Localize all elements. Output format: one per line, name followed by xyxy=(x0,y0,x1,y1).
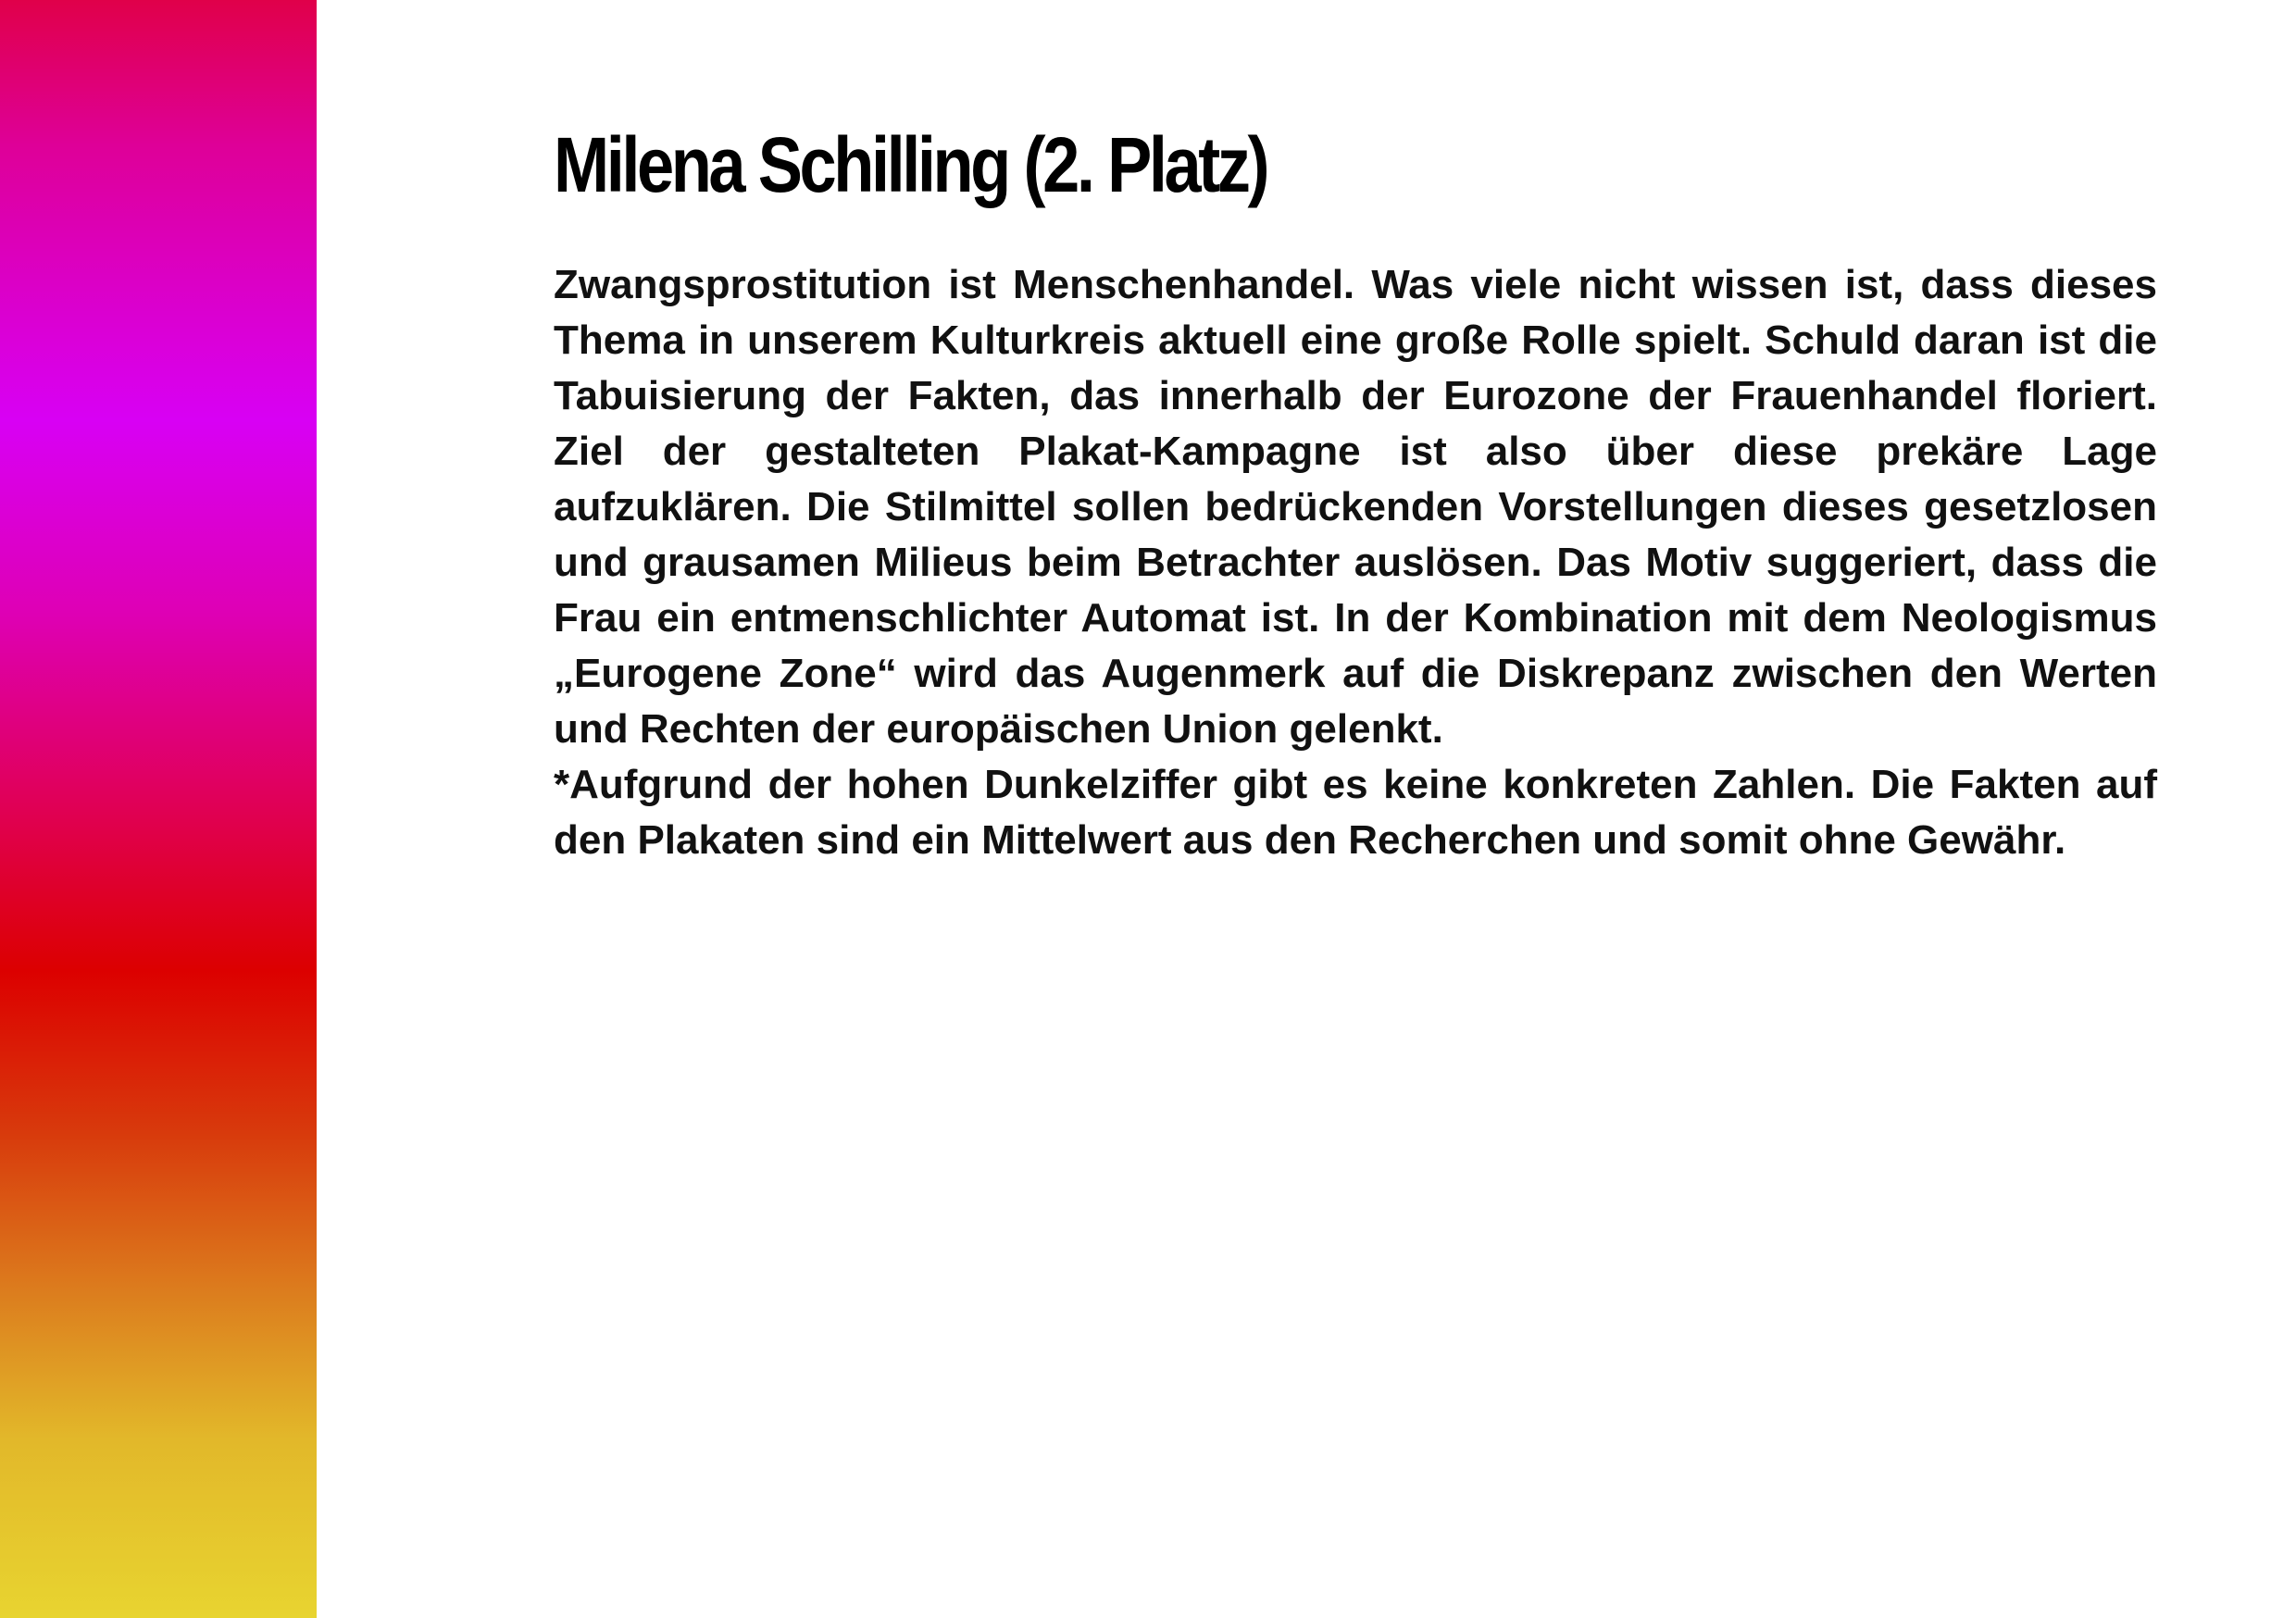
page-title: Milena Schilling (2. Platz) xyxy=(554,121,1267,208)
footnote-paragraph: *Aufgrund der hohen Dunkelziffer gibt es keine konkreten Zahlen. Die Fakten auf den Plakaten sind ein Mittelwert aus den Recherchen und somit ohne Gewähr. xyxy=(554,762,2157,863)
body-text xyxy=(554,257,2157,868)
description-paragraph: Zwangsprostitution ist Menschenhandel. Was viele nicht wissen ist, dass dieses Thema in unserem Kulturkreis aktuell eine große Rolle spielt. Schuld daran ist die Tabuisierung der Fakten, das innerhalb der Eurozone der Frauenhandel floriert. Ziel der gestalteten Plakat-Kampagne ist also über diese prekäre Lage aufzuklären. Die Stilmittel sollen bedrückenden Vorstellungen dieses gesetzlosen und grausamen Milieus beim Betrachter auslösen. Das Motiv suggeriert, dass die Frau ein entmenschlichter Automat ist. In der Kombination mit dem Neologismus „Eurogene Zone“ wird das Augenmerk auf die Diskrepanz zwischen den Werten und Rechten der europäischen Union gelenkt. xyxy=(554,262,2157,752)
text-column xyxy=(554,118,2157,868)
gradient-side-band xyxy=(0,0,317,1618)
